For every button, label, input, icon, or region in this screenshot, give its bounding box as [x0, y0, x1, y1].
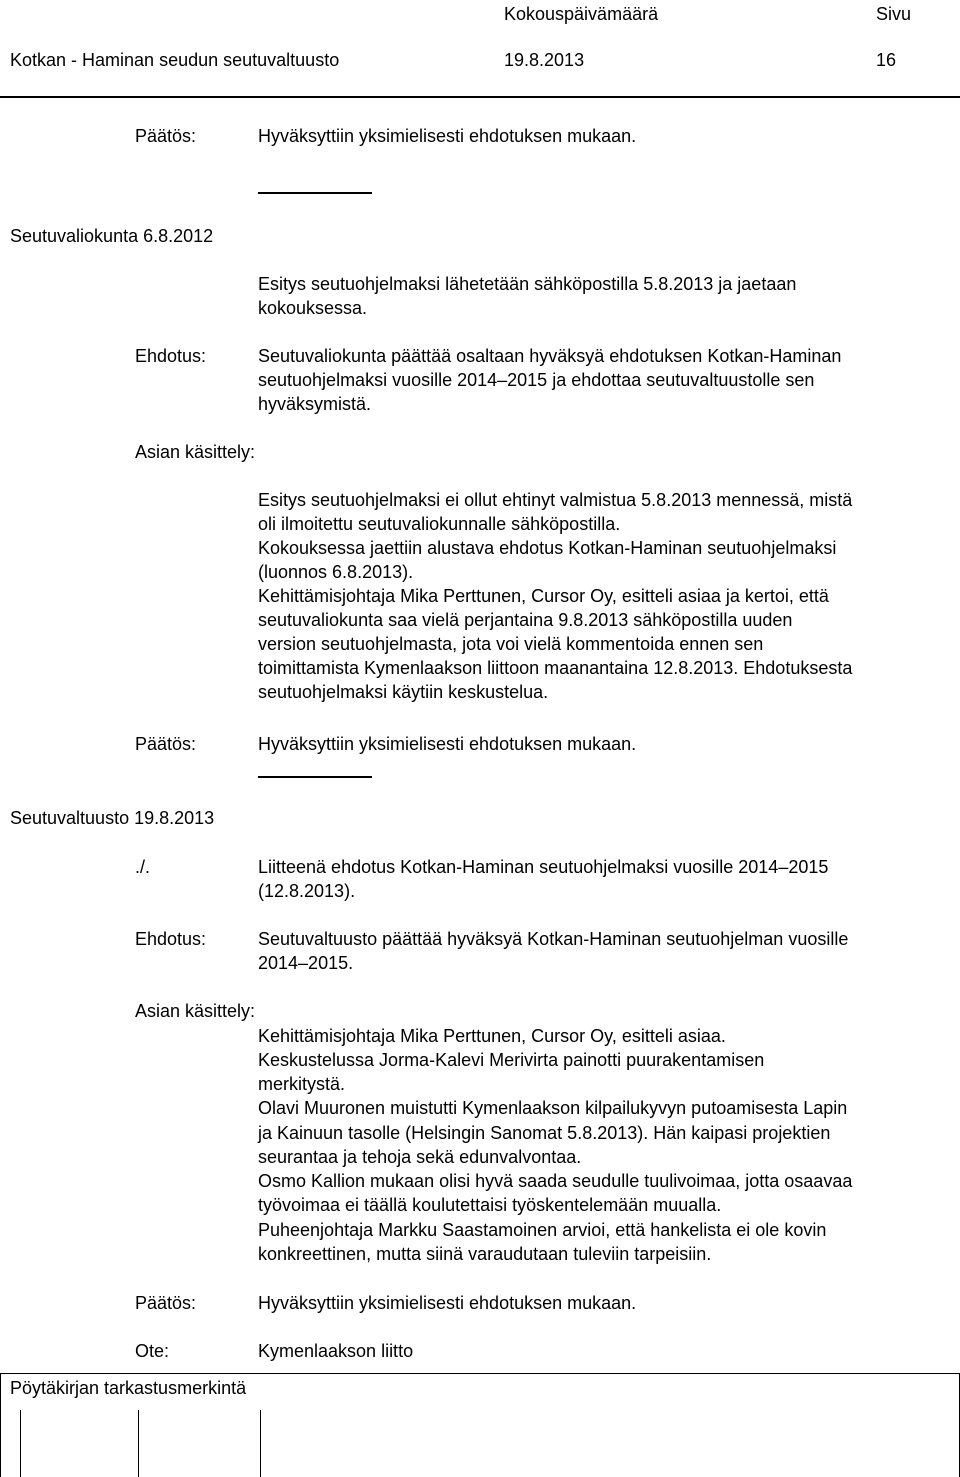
proposal-line: 2014–2015. — [258, 953, 354, 973]
header-page-number: 16 — [876, 50, 897, 70]
proposal-line: seutuohjelmaksi vuosille 2014–2015 ja ehdottaa seutuvaltuustolle sen — [258, 370, 815, 390]
handling-line: oli ilmoitettu seutuvaliokunnalle sähköpostilla. — [258, 514, 621, 534]
signature-box-divider — [0, 1374, 1, 1477]
handling-line: Kehittämisjohtaja Mika Perttunen, Cursor Oy, esitteli asiaa. — [258, 1026, 726, 1046]
intro-line: kokouksessa. — [258, 298, 368, 318]
section-heading: Seutuvaliokunta 6.8.2012 — [10, 226, 214, 246]
header-date-label: Kokouspäivämäärä — [504, 4, 659, 24]
header-organization: Kotkan - Haminan seudun seutuvaltuusto — [10, 50, 340, 70]
handling-line: seutuohjelmaksi käytiin keskustelua. — [258, 682, 549, 702]
extract-label: Ote: — [135, 1341, 170, 1361]
handling-line: ja Kainuun tasolle (Helsingin Sanomat 5.8.2013). Hän kaipasi projektien — [258, 1123, 831, 1143]
handling-line: merkitystä. — [258, 1074, 346, 1094]
proposal-label: Ehdotus: — [135, 929, 207, 949]
handling-line: Kehittämisjohtaja Mika Perttunen, Cursor Oy, esitteli asiaa ja kertoi, että — [258, 586, 829, 606]
proposal-label: Ehdotus: — [135, 346, 207, 366]
proposal-line: hyväksymistä. — [258, 394, 372, 414]
proposal-line: Seutuvaltuusto päättää hyväksyä Kotkan-Haminan seutuohjelman vuosille — [258, 929, 849, 949]
extract-text: Kymenlaakson liitto — [258, 1341, 414, 1361]
intro-line: Esitys seutuohjelmaksi lähetetään sähköpostilla 5.8.2013 ja jaetaan — [258, 274, 797, 294]
section-separator — [258, 776, 372, 778]
decision-text: Hyväksyttiin yksimielisesti ehdotuksen mukaan. — [258, 126, 637, 146]
attachment-line: Liitteenä ehdotus Kotkan-Haminan seutuohjelmaksi vuosille 2014–2015 — [258, 857, 829, 877]
signature-box-divider — [260, 1410, 261, 1477]
footer-top-rule — [0, 1373, 960, 1374]
handling-line: Esitys seutuohjelmaksi ei ollut ehtinyt valmistua 5.8.2013 mennessä, mistä — [258, 490, 853, 510]
handling-line: version seutuohjelmasta, jota voi vielä kommentoida ennen sen — [258, 634, 764, 654]
handling-line: Osmo Kallion mukaan olisi hyvä saada seudulle tuulivoimaa, jotta osaavaa — [258, 1171, 853, 1191]
handling-line: (luonnos 6.8.2013). — [258, 562, 414, 582]
decision-text: Hyväksyttiin yksimielisesti ehdotuksen mukaan. — [258, 734, 637, 754]
handling-line: Puheenjohtaja Markku Saastamoinen arvioi, että hankelista ei ole kovin — [258, 1220, 827, 1240]
handling-line: työvoimaa ei täällä koulutettaisi työskentelemään muualla. — [258, 1195, 722, 1215]
handling-label: Asian käsittely: — [135, 1001, 256, 1021]
handling-label: Asian käsittely: — [135, 442, 256, 462]
signature-box-divider — [20, 1410, 21, 1477]
handling-line: Olavi Muuronen muistutti Kymenlaakson kilpailukyvyn putoamisesta Lapin — [258, 1098, 848, 1118]
decision-label: Päätös: — [135, 1293, 197, 1313]
header-date: 19.8.2013 — [504, 50, 585, 70]
section-separator — [258, 192, 372, 194]
proposal-line: Seutuvaliokunta päättää osaltaan hyväksyä ehdotuksen Kotkan-Haminan — [258, 346, 842, 366]
signature-box-divider — [138, 1410, 139, 1477]
decision-label: Päätös: — [135, 734, 197, 754]
section-heading: Seutuvaltuusto 19.8.2013 — [10, 808, 215, 828]
decision-label: Päätös: — [135, 126, 197, 146]
decision-text: Hyväksyttiin yksimielisesti ehdotuksen mukaan. — [258, 1293, 637, 1313]
handling-line: konkreettinen, mutta siinä varaudutaan tuleviin tarpeisiin. — [258, 1244, 712, 1264]
handling-line: Keskustelussa Jorma-Kalevi Merivirta painotti puurakentamisen — [258, 1050, 765, 1070]
header-page-label: Sivu — [876, 4, 912, 24]
attachment-line: (12.8.2013). — [258, 881, 356, 901]
handling-line: Kokouksessa jaettiin alustava ehdotus Kotkan-Haminan seutuohjelmaksi — [258, 538, 837, 558]
verification-label: Pöytäkirjan tarkastusmerkintä — [10, 1378, 247, 1398]
header-rule — [0, 96, 960, 98]
handling-line: seurantaa ja tehoja sekä edunvalvontaa. — [258, 1147, 582, 1167]
handling-line: toimittamista Kymenlaakson liittoon maanantaina 12.8.2013. Ehdotuksesta — [258, 658, 853, 678]
handling-line: seutuvaliokunta saa vielä perjantaina 9.8.2013 sähköpostilla uuden — [258, 610, 793, 630]
attachment-mark: ./. — [135, 857, 151, 877]
